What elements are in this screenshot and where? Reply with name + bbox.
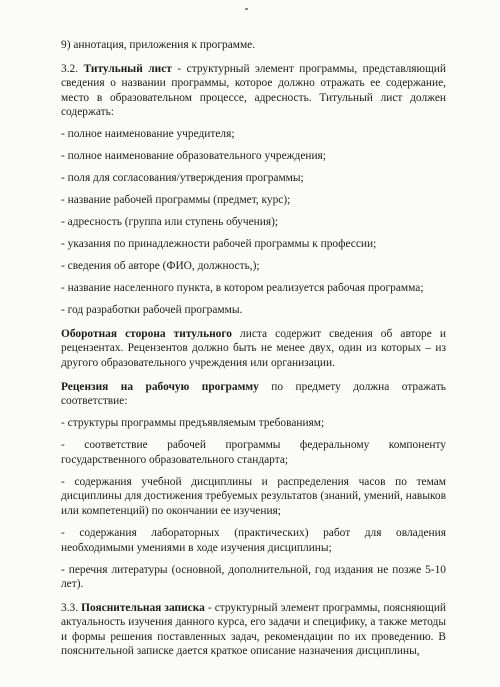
list-item: - название рабочей программы (предмет, курс);: [61, 194, 291, 207]
list-item: - полное наименование учредителя;: [61, 128, 235, 141]
list-item: - указания по принадлежности рабочей программы к профессии;: [61, 238, 377, 251]
list-item: - полное наименование образовательного учреждения;: [61, 150, 326, 163]
section-text: - структурный элемент программы, представляющий сведения о названии программы, которое должно отражать ее содержание, место в образовательном процессе, адресность. Титульный лист должен содержать:: [61, 62, 446, 119]
section-3-3: [61, 601, 446, 659]
reverse-text: листа содержит сведения об авторе и рецензентах. Рецензентов должно быть не менее двух, один из которых – из другого образовательного учреждения или организации.: [61, 327, 447, 370]
list-item-9: 9) аннотация, приложения к программе.: [61, 39, 256, 51]
reverse-term: Оборотная сторона титульного: [61, 327, 232, 340]
review-item: - соответствие рабочей программы федеральному компоненту государственного образовательного стандарта;: [61, 439, 446, 466]
review-item: - перечня литературы (основной, дополнительной, год издания не позже 5-10 лет).: [61, 563, 446, 591]
section-number: 3.3.: [61, 601, 82, 614]
document-page: [61, 38, 446, 659]
section-term: Пояснительная записка: [81, 601, 205, 614]
section-3-2: [61, 62, 446, 120]
list-item: - название населенного пункта, в котором реализуется рабочая программа;: [61, 282, 424, 295]
review-term: Рецензия на рабочую программу: [61, 380, 259, 393]
list-item: - год разработки рабочей программы.: [61, 304, 243, 317]
review-text: по предмету должна отражать соответствие:: [61, 380, 446, 408]
review-paragraph: [61, 380, 446, 409]
list-item: - поля для согласования/утверждения программы;: [61, 172, 304, 185]
section-number: 3.2.: [61, 62, 84, 75]
section-term: Титульный лист: [83, 62, 172, 75]
scan-speck: [245, 8, 248, 10]
review-item: - содержания учебной дисциплины и распределения часов по темам дисциплины для достижения требуемых результатов (знаний, умений, навыков или компетенций) по окончании ее изучения;: [61, 475, 446, 517]
review-item: - структуры программы предъявляемым требованиям;: [61, 417, 325, 430]
section-text: - структурный элемент программы, поясняющий актуальность изучения данного курса, его задачи и специфику, а также методы и формы решения поставленных задач, рекомендации по их проведению. В пояснительной записке дается краткое описание назначения дисциплины,: [61, 601, 447, 658]
list-item: - сведения об авторе (ФИО, должность,);: [61, 260, 260, 273]
reverse-side-paragraph: [61, 327, 446, 371]
review-item: - содержания лабораторных (практических) работ для овладения необходимыми умениями в ходе изучения дисциплины;: [61, 526, 446, 554]
list-item: - адресность (группа или ступень обучения);: [61, 216, 279, 229]
